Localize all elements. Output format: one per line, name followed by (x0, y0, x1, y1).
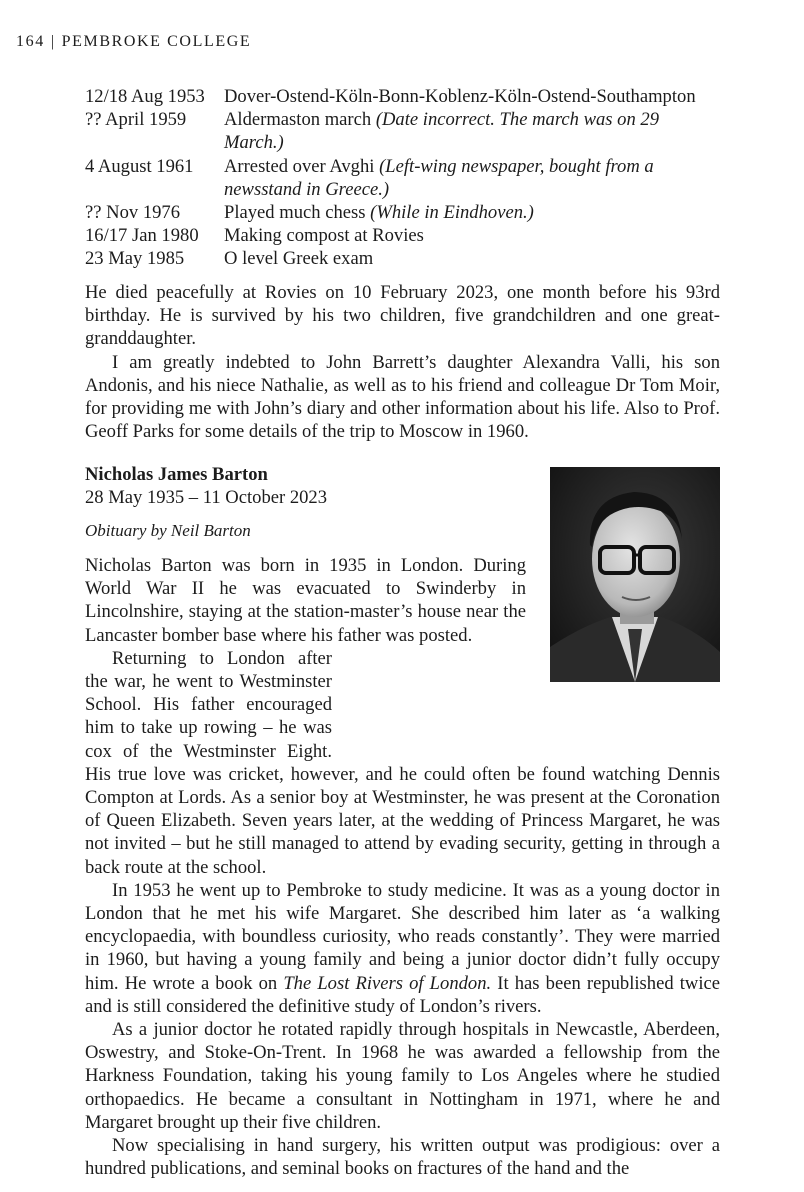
chronology-date: ?? Nov 1976 (85, 202, 181, 224)
running-head-title: PEMBROKE COLLEGE (61, 33, 252, 50)
chronology-event (224, 224, 720, 247)
chronology-date: ?? April 1959 (85, 109, 187, 131)
event-note: (Left-wing newspaper, bought from a newsstand in Greece.) (224, 155, 654, 200)
event-text: O level Greek exam (224, 248, 374, 270)
obituary-name: Nicholas James Barton (85, 464, 268, 485)
page-number: 164 (16, 33, 45, 50)
separator: | (50, 33, 56, 50)
chronology-row (85, 85, 720, 108)
event-text: Arrested over Avghi (224, 155, 375, 177)
event-text: Making compost at Rovies (224, 225, 424, 247)
chronology-event (224, 85, 720, 108)
chronology-date: 16/17 Jan 1980 (85, 225, 199, 247)
chronology-row (85, 108, 720, 154)
chronology-event (224, 108, 720, 154)
paragraph-text: It has been republished twice and is still considered the definitive study of London’s rivers. (85, 972, 721, 1017)
event-note: (While in Eindhoven.) (370, 202, 534, 224)
running-head (16, 33, 251, 51)
obituary-paragraph (85, 647, 720, 879)
chronology-row (85, 201, 720, 224)
chronology-row (85, 247, 720, 270)
death-paragraph: He died peacefully at Rovies on 10 February 2023, one month before his 93rd birthday. He is survived by his two children, five grandchildren and one great-granddaughter. (85, 282, 720, 350)
obituary-dates: 28 May 1935 – 11 October 2023 (85, 487, 328, 509)
obituary-paragraph (85, 879, 720, 1018)
diary-chronology (85, 85, 720, 271)
obituary-body (85, 554, 720, 1180)
closing-paragraphs (85, 281, 720, 443)
paragraph-text: In 1953 he went up to Pembroke to study medicine. It was as a young doctor in London that he met his wife Margaret. She described him later as ‘a walking encyclopaedia, with boundless curiosity, who reads constantly’. They were married in 1960, but having a young family and being a junior doctor didn’t fully occupy him. He wrote a book on (85, 879, 720, 994)
obituary-paragraph: Nicholas Barton was born in 1935 in London. During World War II he was evacuated to Swinderby in Lincolnshire, staying at the station-master’s house near the Lancaster bomber base where his father was posted. (85, 555, 526, 646)
obituary-paragraph: Now specialising in hand surgery, his written output was prodigious: over a hundred publications, and seminal books on fractures of the hand and the (85, 1135, 720, 1180)
chronology-event (224, 201, 720, 224)
event-text: Dover-Ostend-Köln-Bonn-Koblenz-Köln-Ostend-Southampton (224, 86, 696, 107)
event-text: Aldermaston march (224, 109, 372, 131)
chronology-row (85, 224, 720, 247)
obituary-byline: Obituary by Neil Barton (85, 521, 251, 541)
event-text: Played much chess (224, 202, 366, 224)
chronology-event (224, 155, 720, 201)
event-note: (Date incorrect. The march was on 29 March.) (224, 109, 659, 154)
chronology-date: 4 August 1961 (85, 155, 194, 177)
chronology-date: 23 May 1985 (85, 248, 185, 270)
chronology-event (224, 247, 720, 270)
chronology-date: 12/18 Aug 1953 (85, 86, 205, 107)
obituary-heading (85, 463, 545, 543)
acknowledgements-paragraph: I am greatly indebted to John Barrett’s daughter Alexandra Valli, his son Andonis, and his niece Nathalie, as well as to his friend and colleague Dr Tom Moir, for providing me with John’s diary and other information about his life. Also to Prof. Geoff Parks for some details of the trip to Moscow in 1960. (85, 351, 720, 443)
obituary-paragraph-text: Returning to London after the war, he went to Westminster School. His father encouraged him to take up rowing – he was cox of the Westminster Eight. His true love was cricket, however, and he could often be found watching Dennis Compton at Lords. As a senior boy at Westminster, he was present at the Coronation of Queen Elizabeth. Seven years later, at the wedding of Princess Margaret, he was not invited – but he still managed to attend by evading security, getting in through a back route at the school. (85, 647, 720, 878)
obituary-paragraph: As a junior doctor he rotated rapidly through hospitals in Newcastle, Aberdeen, Oswestry, and Stoke-On-Trent. In 1968 he was awarded a fellowship from the Harkness Foundation, taking his young family to Los Angeles where he studied orthopaedics. He became a consultant in Nottingham in 1971, where he and Margaret brought up their five children. (85, 1019, 720, 1133)
chronology-row (85, 155, 720, 201)
book-title: The Lost Rivers of London. (283, 972, 492, 994)
